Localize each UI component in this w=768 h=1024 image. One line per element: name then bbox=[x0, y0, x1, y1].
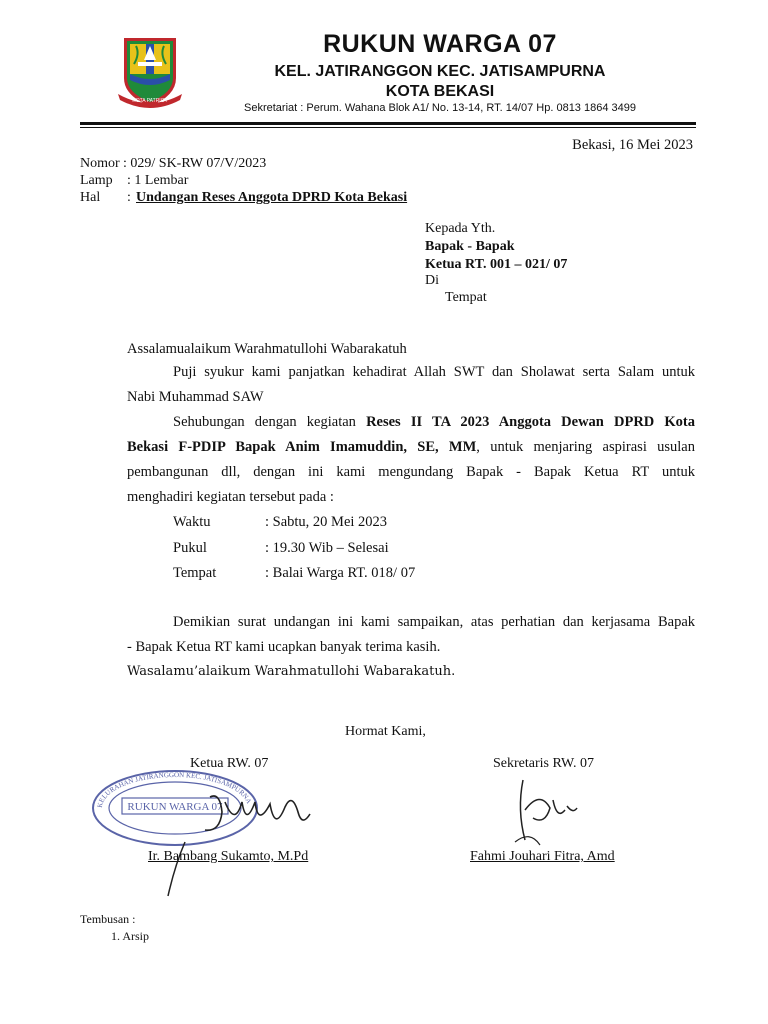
right-signature-icon bbox=[495, 770, 585, 850]
para2-line2-post: , untuk menjaring aspirasi usulan bbox=[476, 439, 695, 455]
recipient-greeting: Kepada Yth. bbox=[425, 221, 496, 236]
logo-ribbon-text: KOTA PATRIOT bbox=[132, 98, 168, 104]
hal-label: Hal bbox=[80, 190, 101, 205]
detail-pukul-label: Pukul bbox=[173, 540, 207, 556]
nomor-label: Nomor bbox=[80, 156, 120, 171]
para2-line1 bbox=[173, 414, 695, 431]
org-city: KOTA BEKASI bbox=[385, 83, 495, 100]
org-name: RUKUN WARGA 07 bbox=[323, 30, 557, 58]
tembusan-label: Tembusan : bbox=[80, 912, 136, 926]
left-signer-title: Ketua RW. 07 bbox=[190, 756, 269, 771]
salam-closing: Wasalamu’alaikum Warahmatullohi Wabarakatuh. bbox=[127, 664, 456, 679]
org-address: Sekretariat : Perum. Wahana Blok A1/ No. 13-14, RT. 14/07 Hp. 0813 1864 3499 bbox=[244, 102, 636, 114]
para2-line2-bold: Bekasi F-PDIP Bapak Anim Imamuddin, SE, MM bbox=[127, 439, 477, 455]
recipient-di: Di bbox=[425, 273, 439, 288]
lamp-label: Lamp bbox=[80, 173, 113, 188]
nomor-value: : 029/ SK-RW 07/V/2023 bbox=[123, 156, 267, 171]
hal-value: Undangan Reses Anggota DPRD Kota Bekasi bbox=[136, 190, 408, 205]
seal-ring-text: KELURAHAN JATIRANGGON KEC. JATISAMPURNA bbox=[95, 770, 254, 809]
para2-line1-pre: Sehubungan dengan kegiatan bbox=[173, 414, 367, 430]
recipient-role: Ketua RT. 001 – 021/ 07 bbox=[425, 257, 568, 272]
para3-line2: - Bapak Ketua RT kami ucapkan banyak terima kasih. bbox=[127, 639, 441, 655]
para2-line3: pembangunan dll, dengan ini kami mengundang Bapak - Bapak Ketua RT untuk bbox=[127, 464, 695, 480]
para2-line4: menghadiri kegiatan tersebut pada : bbox=[127, 489, 334, 505]
detail-pukul-value: : 19.30 Wib – Selesai bbox=[265, 540, 389, 556]
left-signer-name: Ir. Bambang Sukamto, M.Pd bbox=[148, 849, 309, 864]
detail-tempat-label: Tempat bbox=[173, 565, 217, 581]
left-signature-icon bbox=[180, 772, 330, 852]
right-signer-title: Sekretaris RW. 07 bbox=[493, 756, 594, 771]
recipient-place: Tempat bbox=[445, 290, 487, 305]
kota-bekasi-crest-icon bbox=[116, 34, 184, 110]
letter-date: Bekasi, 16 Mei 2023 bbox=[572, 137, 693, 153]
letterhead-rule-thick bbox=[80, 122, 696, 125]
recipient-name: Bapak - Bapak bbox=[425, 239, 515, 254]
org-kelurahan: KEL. JATIRANGGON KEC. JATISAMPURNA bbox=[274, 63, 606, 80]
letterhead-rule-thin bbox=[80, 127, 696, 128]
hormat-kami: Hormat Kami, bbox=[345, 724, 426, 739]
hal-colon: : bbox=[127, 190, 131, 205]
salam-opening: Assalamualaikum Warahmatullohi Wabarakatuh bbox=[127, 341, 407, 357]
seal-text: RUKUN WARGA 07 bbox=[127, 801, 223, 813]
right-signer-name: Fahmi Jouhari Fitra, Amd bbox=[470, 849, 615, 864]
detail-waktu-label: Waktu bbox=[173, 514, 211, 530]
lamp-value: : 1 Lembar bbox=[127, 173, 189, 188]
detail-tempat-value: : Balai Warga RT. 018/ 07 bbox=[265, 565, 416, 581]
para2-line1-bold: Reses II TA 2023 Anggota Dewan DPRD Kota bbox=[366, 414, 696, 430]
para1-line1: Puji syukur kami panjatkan kehadirat Allah SWT dan Sholawat serta Salam untuk bbox=[173, 364, 695, 380]
para3-line1: Demikian surat undangan ini kami sampaikan, atas perhatian dan kerjasama Bapak bbox=[173, 614, 695, 630]
para1-line2: Nabi Muhammad SAW bbox=[127, 389, 264, 405]
para2-line2 bbox=[127, 439, 695, 456]
detail-waktu-value: : Sabtu, 20 Mei 2023 bbox=[265, 514, 388, 530]
tembusan-item: 1. Arsip bbox=[111, 929, 150, 943]
